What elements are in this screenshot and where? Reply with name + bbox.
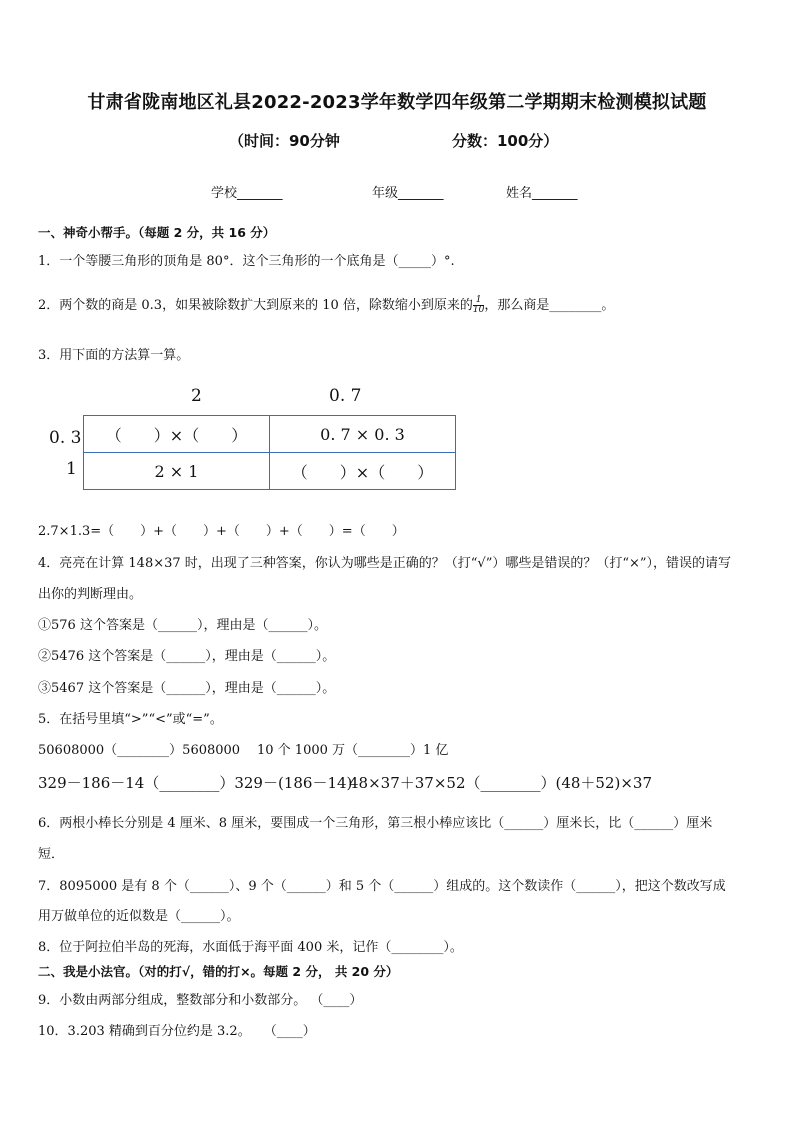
name-field: 姓名_______	[506, 186, 578, 201]
fraction-numerator: 1	[473, 296, 484, 306]
question-5-item-4: 48×37＋37×52（________）(48＋52)×37	[349, 774, 653, 792]
question-4-line-2: 出你的判断理由。	[38, 587, 143, 602]
grid-cell-r2c1: 2 × 1	[84, 453, 270, 490]
question-10: 10．3.203 精确到百分位约是 3.2。 （____）	[38, 1024, 316, 1039]
section-2-heading: 二、我是小法官。（对的打√，错的打×。每题 2 分， 共 20 分）	[38, 964, 399, 979]
table-row-header-2: 1	[66, 459, 77, 479]
question-1: 1．一个等腰三角形的顶角是 80°．这个三角形的一个底角是（_____）°.	[38, 254, 455, 269]
question-2	[38, 294, 614, 315]
question-3-equation: 2.7×1.3=（ ）+（ ）+（ ）+（ ）=（ ）	[38, 524, 405, 539]
grid-cell-r2c2[interactable]: （ ）×（ ）	[270, 453, 456, 490]
question-6-line-1: 6．两根小棒长分别是 4 厘米、8 厘米，要围成一个三角形，第三根小棒应该比（______）厘米长，比（______）厘米	[38, 816, 713, 831]
table-col-header-2: 0. 7	[329, 386, 362, 406]
question-9: 9．小数由两部分组成，整数部分和小数部分。 （____）	[38, 993, 363, 1008]
question-4-line-1: 4．亮亮在计算 148×37 时，出现了三种答案，你认为哪些是正确的？（打“√”）哪些是错误的？（打“×”），错误的请写	[38, 556, 732, 571]
question-5-item-1: 50608000（________）5608000	[38, 743, 241, 758]
section-1-heading: 一、神奇小帮手。（每题 2 分，共 16 分）	[38, 225, 276, 240]
question-4-a: ①576 这个答案是（______），理由是（______）。	[38, 618, 327, 633]
grid-cell-r1c1[interactable]: （ ）×（ ）	[84, 416, 270, 453]
page-title: 甘肃省陇南地区礼县2022-2023学年数学四年级第二学期期末检测模拟试题	[87, 92, 707, 113]
school-field: 学校_______	[211, 186, 283, 201]
question-4-b: ②5476 这个答案是（______），理由是（______）。	[38, 649, 336, 664]
fraction	[473, 296, 484, 315]
exam-time: （时间：90分钟	[229, 132, 340, 150]
question-5: 5．在括号里填“>”“<”或“=”。	[38, 712, 223, 727]
question-8: 8．位于阿拉伯半岛的死海，水面低于海平面 400 米，记作（________）。	[38, 940, 463, 955]
fraction-denominator: 10	[472, 305, 485, 315]
question-4-c: ③5467 这个答案是（______），理由是（______）。	[38, 681, 336, 696]
grid-cell-r1c2: 0. 7 × 0. 3	[270, 416, 456, 453]
table-col-header-1: 2	[191, 386, 202, 406]
question-7-line-1: 7．8095000 是有 8 个（______）、9 个（______）和 5 个（______）组成的。这个数读作（______），把这个数改写成	[38, 879, 726, 894]
question-5-item-3: 329－186－14（________）329－(186－14)	[38, 774, 353, 792]
question-5-item-2: 10 个 1000 万（________）1 亿	[257, 743, 449, 758]
question-2-tail: ，那么商是________。	[484, 298, 615, 313]
question-6-line-2: 短．	[38, 847, 65, 862]
exam-score: 分数：100分）	[452, 132, 559, 150]
multiplication-grid	[83, 415, 456, 490]
question-3: 3．用下面的方法算一算。	[38, 348, 190, 363]
question-7-line-2: 用万做单位的近似数是（______）。	[38, 909, 240, 924]
grade-field: 年级_______	[372, 186, 444, 201]
table-row-header-1: 0. 3	[49, 428, 82, 448]
question-2-text: 2．两个数的商是 0.3，如果被除数扩大到原来的 10 倍，除数缩小到原来的	[38, 298, 473, 313]
